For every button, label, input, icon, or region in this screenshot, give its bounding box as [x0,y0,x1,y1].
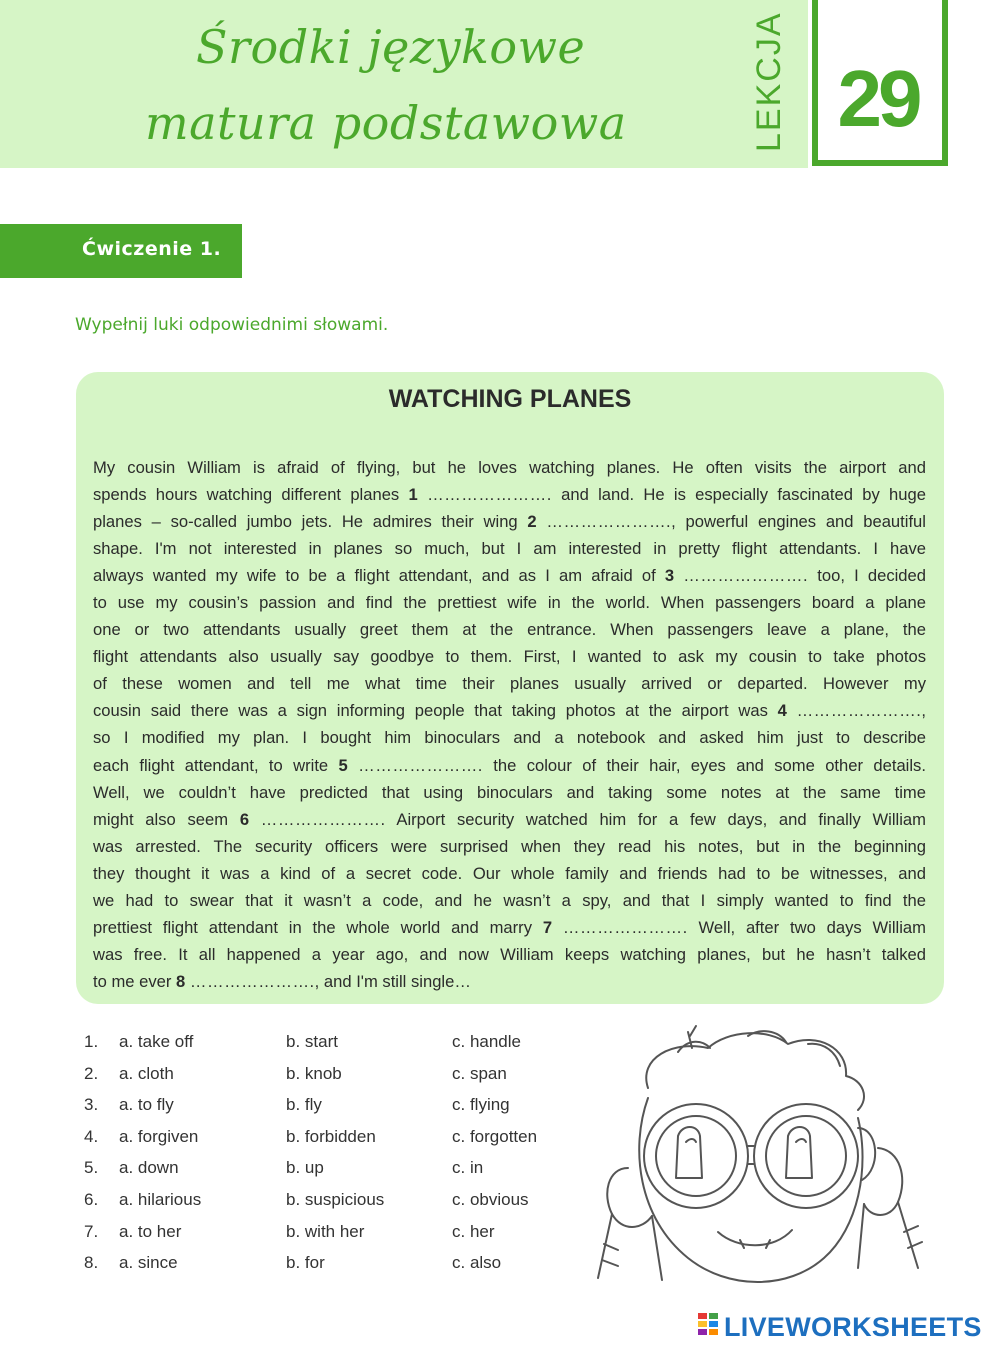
story-line [93,454,926,481]
option-row [84,1222,574,1254]
option-b[interactable]: b. suspicious [286,1189,385,1209]
story-line [93,562,926,589]
option-c[interactable]: c. handle [452,1032,521,1051]
story-text [93,454,926,995]
story-line-text: , [921,701,926,721]
answer-gap[interactable]: …………………. [546,512,672,532]
option-c[interactable]: c. her [452,1221,495,1241]
answer-options [84,1032,574,1285]
story-line-text: too, I decided [817,566,926,586]
story-line-text: each flight attendant, to write [93,755,329,775]
story-line [93,860,926,887]
option-a[interactable]: a. to her [119,1221,182,1241]
story-line-text: they thought it was a kind of a secret code. Our whole family and friends had to be witnesses, and [93,863,926,883]
story-line-text: to me ever [93,971,172,991]
gap-number: 5 [338,755,348,775]
story-line-text: one or two attendants usually greet them at the entrance. When passengers leave a plane, the [93,620,926,640]
gap-number: 6 [239,809,250,829]
option-b[interactable]: b. fly [286,1095,322,1115]
story-line-text: spends hours watching different planes [93,485,400,505]
option-b[interactable]: b. forbidden [286,1126,376,1146]
story-line [93,968,926,995]
option-row [84,1064,574,1096]
exercise-instruction: Wypełnij luki odpowiednimi słowami. [75,315,389,335]
option-c[interactable]: c. flying [452,1095,510,1115]
page-title-line-1: Środki językowe [196,20,586,74]
option-c[interactable]: c. obvious [452,1189,529,1209]
option-number: 2. [84,1063,99,1083]
option-a[interactable]: a. to fly [119,1095,174,1115]
answer-gap[interactable]: …………………. [358,755,483,775]
story-line [93,779,926,806]
story-line-text: cousin said there was a sign informing people that taking photos at the airport was [93,701,768,721]
option-number: 6. [84,1189,99,1209]
binoculars-illustration [578,1018,934,1302]
option-a[interactable]: a. since [119,1253,178,1273]
story-line [93,697,926,724]
option-row [84,1253,574,1285]
story-title: WATCHING PLANES [388,385,632,413]
option-b[interactable]: b. with her [286,1221,365,1241]
story-line-text: and land. He is especially fascinated by huge [561,485,926,505]
gap-number: 7 [542,917,553,937]
story-line [93,643,926,670]
story-line [93,724,926,751]
exercise-label: Ćwiczenie 1. [82,238,222,260]
option-number: 4. [84,1126,99,1146]
logo-mark-icon [698,1313,720,1341]
gap-number: 2 [527,512,537,532]
gap-number: 8 [176,971,186,991]
story-line [93,914,926,941]
liveworksheets-logo [698,1312,982,1342]
story-line-text: always wanted my wife to be a flight attendant, and as I am afraid of [93,566,656,586]
story-line-text: we had to swear that it wasn’t a code, and he wasn’t a spy, and that I simply wanted to find the [93,890,926,910]
option-row [84,1127,574,1159]
option-number: 1. [84,1032,99,1051]
option-row [84,1032,574,1064]
option-row [84,1190,574,1222]
story-line [93,589,926,616]
story-line [93,670,926,697]
option-a[interactable]: a. forgiven [119,1126,199,1146]
story-line [93,752,926,779]
option-a[interactable]: a. down [119,1158,179,1178]
story-line-text: to use my cousin’s passion and find the prettiest wife in the world. When passengers board a plane [93,593,926,613]
story-line-text: Well, after two days William [698,917,926,937]
logo-text: LIVEWORKSHEETS [724,1311,982,1342]
option-a[interactable]: a. cloth [119,1063,174,1083]
story-line [93,508,926,535]
story-line [93,481,926,508]
story-line [93,887,926,914]
story-line-text: , and I'm still single… [314,971,471,991]
story-line [93,833,926,860]
option-number: 5. [84,1158,99,1178]
story-line-text: Well, we couldn’t have predicted that using binoculars and taking some notes at the same time [93,782,926,802]
option-row [84,1158,574,1190]
story-line-text: of these women and tell me what time their planes usually arrived or departed. However my [93,674,926,694]
option-c[interactable]: c. span [452,1063,507,1083]
option-b[interactable]: b. for [286,1253,325,1273]
page-title-line-2: matura podstawowa [145,96,627,150]
option-c[interactable]: c. in [452,1158,484,1178]
option-number: 7. [84,1221,99,1241]
story-line-text: , powerful engines and beautiful [671,512,926,532]
story-line-text: planes – so-called jumbo jets. He admires their wing [93,512,518,532]
lesson-word: LEKCJA [750,11,788,152]
story-line [93,806,926,833]
story-line [93,941,926,968]
option-c[interactable]: c. forgotten [452,1126,538,1146]
answer-gap[interactable]: …………………. [189,971,315,991]
answer-gap[interactable]: …………………. [683,566,809,586]
option-number: 3. [84,1095,99,1115]
story-line-text: My cousin William is afraid of flying, but he loves watching planes. He often visits the airport and [93,458,926,477]
gap-number: 4 [777,701,787,721]
lesson-number: 29 [837,54,919,143]
story-line [93,616,926,643]
answer-gap[interactable]: …………………. [562,917,688,937]
option-b[interactable]: b. knob [286,1063,342,1083]
story-line-text: flight attendants also usually say goodbye to them. First, I wanted to ask my cousin to take photos [93,647,926,667]
option-a[interactable]: a. hilarious [119,1189,202,1209]
option-row [84,1095,574,1127]
option-number: 8. [84,1253,99,1273]
option-c[interactable]: c. also [452,1253,502,1273]
story-line [93,535,926,562]
gap-number: 1 [408,485,418,505]
answer-gap[interactable]: …………………. [796,701,922,721]
story-line-text: the colour of their hair, eyes and some other details. [493,755,926,775]
story-line-text: was arrested. The security officers were surprised when they read his notes, but in the beginning [93,836,926,856]
story-line-text: so I modified my plan. I bought him binoculars and a notebook and asked him just to describe [93,728,926,748]
story-line-text: prettiest flight attendant in the whole world and marry [93,917,532,937]
story-line-text: shape. I'm not interested in planes so much, but I am interested in pretty flight attendants. I have [93,539,926,559]
story-line-text: might also seem [93,809,229,829]
option-b[interactable]: b. start [286,1032,338,1051]
answer-gap[interactable]: …………………. [427,485,552,505]
gap-number: 3 [664,566,675,586]
story-line-text: was free. It all happened a year ago, and now William keeps watching planes, but he hasn’t talked [93,944,926,964]
option-b[interactable]: b. up [286,1158,324,1178]
option-a[interactable]: a. take off [119,1032,194,1051]
story-line-text: Airport security watched him for a few days, and finally William [396,809,926,829]
answer-gap[interactable]: …………………. [260,809,386,829]
